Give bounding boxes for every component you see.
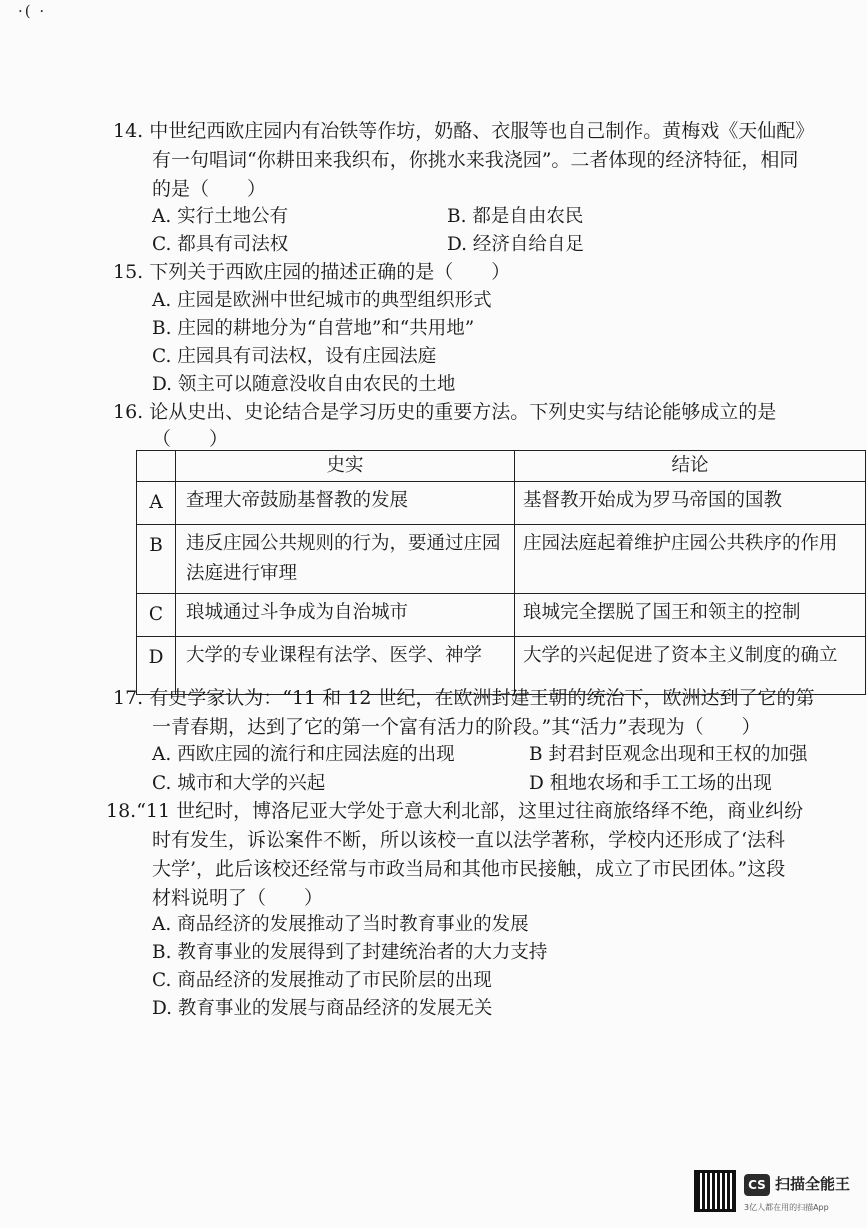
scanner-brand-name: 扫描全能王: [775, 1175, 851, 1193]
scanner-tagline: 3亿人都在用的扫描App: [744, 1203, 829, 1212]
table-header-conclusion: 结论: [515, 451, 866, 482]
q18-line-2: 时有发生，诉讼案件不断，所以该校一直以法学著称，学校内还形成了‘法科: [152, 829, 786, 851]
qr-code-icon: [694, 1170, 736, 1212]
row-conclusion: 大学的兴起促进了资本主义制度的确立: [515, 637, 866, 695]
q18-line-4: 材料说明了（ ）: [152, 887, 324, 909]
q16-line-2: （ ）: [152, 428, 229, 450]
row-fact: 大学的专业课程有法学、医学、神学: [176, 637, 515, 695]
q15-line-1: 15. 下列关于西欧庄园的描述正确的是（ ）: [113, 261, 511, 283]
table-row: [137, 482, 866, 525]
q18-option-a: A. 商品经济的发展推动了当时教育事业的发展: [152, 914, 529, 935]
q15-option-b: B. 庄园的耕地分为“自营地”和“共用地”: [152, 318, 475, 339]
table-row: [137, 525, 866, 594]
q14-option-c: C. 都具有司法权: [152, 234, 289, 255]
history-table: [136, 450, 866, 695]
q14-line-3: 的是（ ）: [152, 178, 267, 200]
q15-option-c: C. 庄园具有司法权，设有庄园法庭: [152, 346, 437, 367]
row-key: D: [137, 637, 176, 695]
q17-option-d: D 租地农场和手工工场的出现: [529, 773, 772, 794]
row-key: B: [137, 525, 176, 594]
row-key: A: [137, 482, 176, 525]
table-header-fact: 史实: [176, 451, 515, 482]
q16-line-1: 16. 论从史出、史论结合是学习历史的重要方法。下列史实与结论能够成立的是: [113, 401, 777, 423]
q15-option-d: D. 领主可以随意没收自由农民的土地: [152, 374, 456, 395]
q18-line-3: 大学’，此后该校还经常与市政当局和其他市民接触，成立了市民团体。”这段: [152, 858, 786, 880]
cs-logo-icon: CS: [744, 1174, 770, 1196]
q18-line-1: 18.“11 世纪时，博洛尼亚大学处于意大利北部，这里过往商旅络绎不绝，商业纠纷: [106, 800, 804, 822]
row-conclusion: 庄园法庭起着维护庄园公共秩序的作用: [515, 525, 866, 594]
row-fact: 违反庄园公共规则的行为，要通过庄园法庭进行审理: [176, 525, 515, 594]
q14-option-d: D. 经济自给自足: [447, 234, 584, 255]
q17-option-b: B 封君封臣观念出现和王权的加强: [529, 744, 808, 765]
table-row: [137, 594, 866, 637]
q18-option-b: B. 教育事业的发展得到了封建统治者的大力支持: [152, 942, 548, 963]
q17-line-1: 17. 有史学家认为：“11 和 12 世纪，在欧洲封建王朝的统治下，欧洲达到了它的第: [113, 687, 815, 709]
top-edge-marks: ·( ·: [18, 2, 47, 20]
q17-line-2: 一青春期，达到了它的第一个富有活力的阶段。”其“活力”表现为（ ）: [152, 716, 761, 738]
table-header-key: [137, 451, 176, 482]
q14-line-1: 14. 中世纪西欧庄园内有冶铁等作坊，奶酪、衣服等也自己制作。黄梅戏《天仙配》: [113, 120, 815, 142]
row-fact: 查理大帝鼓励基督教的发展: [176, 482, 515, 525]
q17-option-a: A. 西欧庄园的流行和庄园法庭的出现: [152, 744, 455, 765]
row-conclusion: 琅城完全摆脱了国王和领主的控制: [515, 594, 866, 637]
row-conclusion: 基督教开始成为罗马帝国的国教: [515, 482, 866, 525]
row-key: C: [137, 594, 176, 637]
scanner-watermark: [694, 1170, 859, 1220]
q18-option-c: C. 商品经济的发展推动了市民阶层的出现: [152, 970, 492, 991]
q18-option-d: D. 教育事业的发展与商品经济的发展无关: [152, 998, 493, 1019]
table-header-row: [137, 451, 866, 482]
q14-option-a: A. 实行土地公有: [152, 206, 289, 227]
q14-line-2: 有一句唱词“你耕田来我织布，你挑水来我浇园”。二者体现的经济特征，相同: [152, 149, 799, 171]
q15-option-a: A. 庄园是欧洲中世纪城市的典型组织形式: [152, 290, 492, 311]
q17-option-c: C. 城市和大学的兴起: [152, 773, 326, 794]
row-fact: 琅城通过斗争成为自治城市: [176, 594, 515, 637]
q14-option-b: B. 都是自由农民: [447, 206, 584, 227]
